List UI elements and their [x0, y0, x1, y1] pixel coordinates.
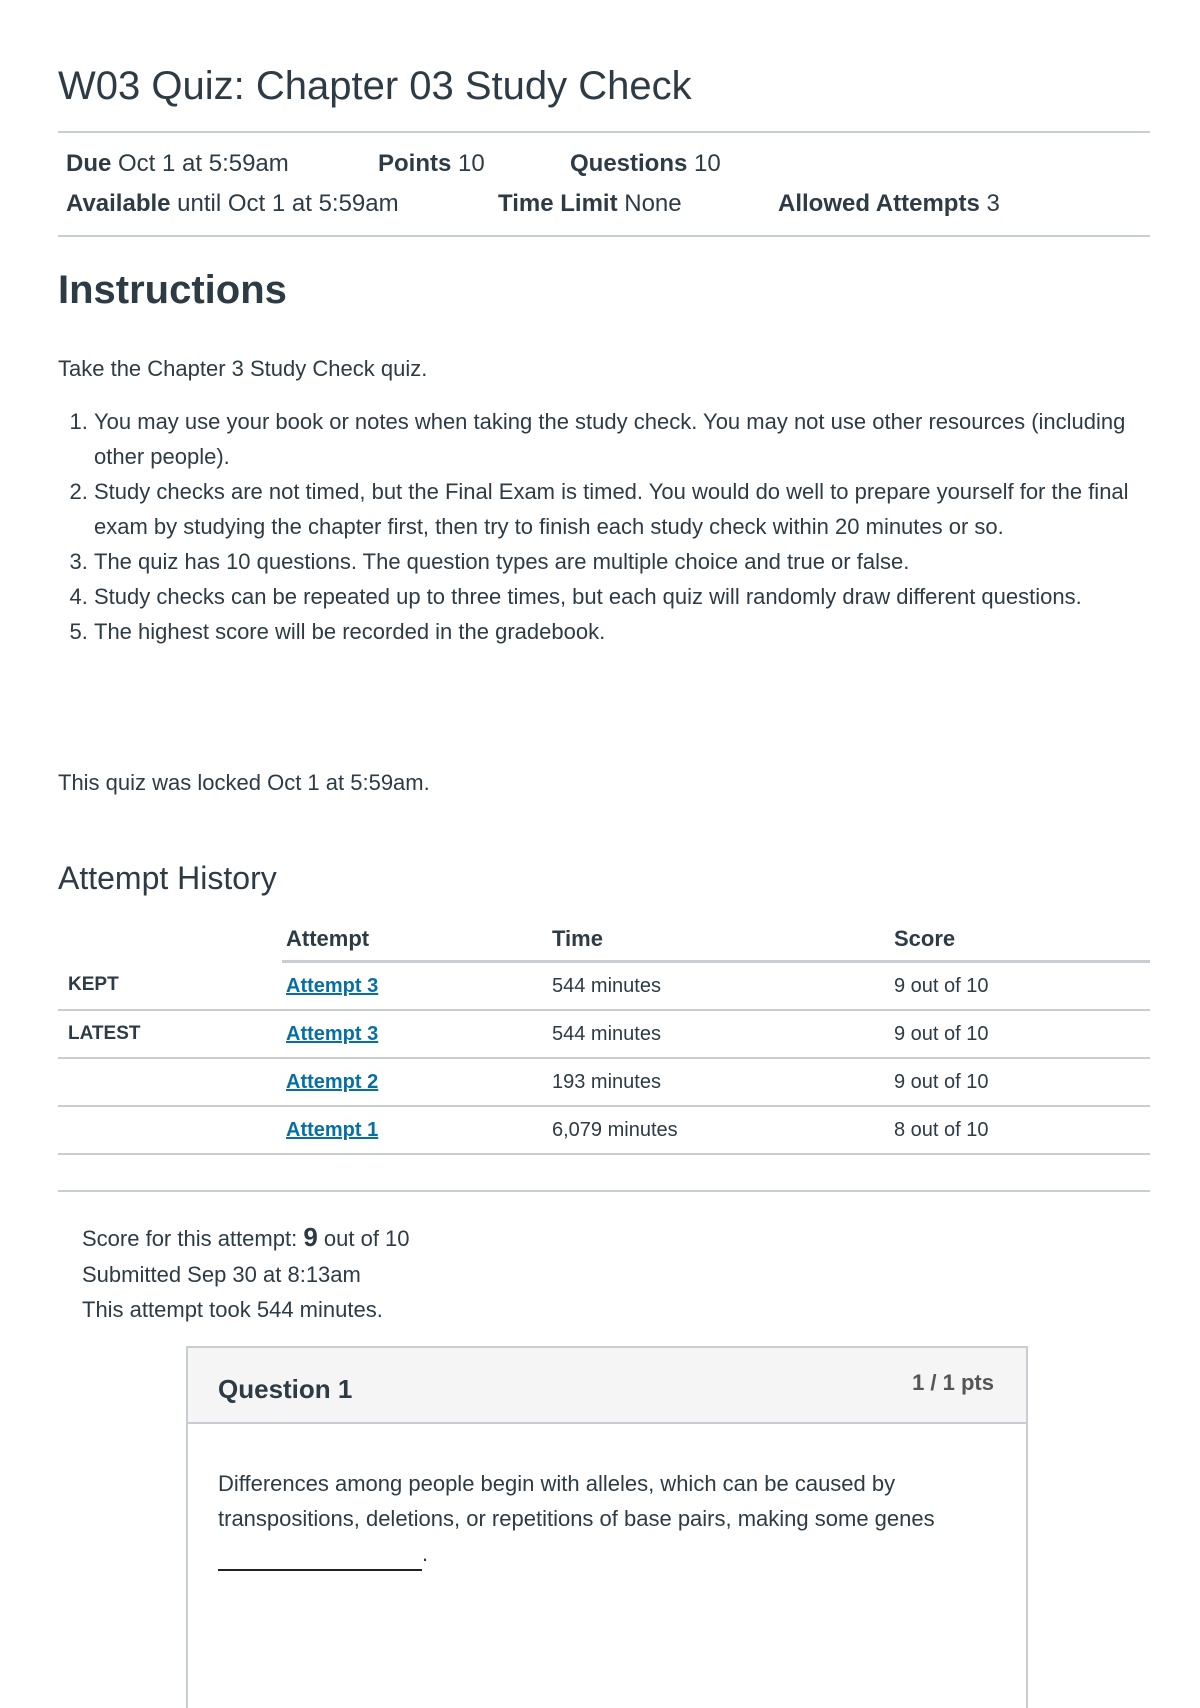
attempt-score	[82, 1222, 410, 1253]
question-trailing: .	[422, 1541, 429, 1566]
available-value: until Oct 1 at 5:59am	[177, 190, 399, 217]
instruction-item: 2. Study checks are not timed, but the Final Exam is timed. You would do well to prepare yourself for the final exam by studying the chapter first, then try to finish each study check within 20 minutes or so.	[94, 474, 1154, 544]
questions-label: Questions	[570, 150, 688, 177]
attempt-label: LATEST	[58, 1010, 282, 1058]
attempt-duration: This attempt took 544 minutes.	[82, 1297, 383, 1322]
score-value: 9	[303, 1222, 318, 1252]
attempt-label: KEPT	[58, 962, 282, 1011]
attempt-link[interactable]: Attempt 3	[286, 974, 379, 997]
attempt-link[interactable]: Attempt 2	[286, 1070, 379, 1093]
time-limit-value: None	[624, 190, 682, 217]
attempt-cell	[282, 1106, 548, 1154]
instructions-heading: Instructions	[58, 268, 287, 312]
questions-value: 10	[694, 150, 721, 177]
attempt-cell	[282, 962, 548, 1011]
score-cell: 8 out of 10	[890, 1106, 1150, 1154]
divider	[58, 235, 1150, 237]
instructions-intro: Take the Chapter 3 Study Check quiz.	[58, 356, 428, 381]
column-header-label	[58, 918, 282, 962]
time-cell: 544 minutes	[548, 962, 890, 1011]
question-body: Differences among people begin with alleles, which can be caused by transpositions, deletions, or repetitions of base pairs, making some genes	[218, 1471, 935, 1531]
attempt-link[interactable]: Attempt 3	[286, 1022, 379, 1045]
submitted-time: Submitted Sep 30 at 8:13am	[82, 1262, 361, 1287]
time-limit-label: Time Limit	[498, 190, 618, 217]
question-points: 1 / 1 pts	[912, 1370, 994, 1395]
time-limit-info	[498, 190, 682, 218]
page-title: W03 Quiz: Chapter 03 Study Check	[58, 64, 692, 108]
points-value: 10	[458, 150, 485, 177]
score-cell: 9 out of 10	[890, 962, 1150, 1011]
column-header-time: Time	[548, 918, 890, 962]
instruction-item: 1. You may use your book or notes when taking the study check. You may not use other resources (including other people).	[94, 404, 1154, 474]
due-info	[66, 150, 289, 178]
score-suffix: out of 10	[317, 1226, 410, 1251]
score-prefix: Score for this attempt:	[82, 1226, 304, 1251]
table-row	[58, 1058, 1150, 1106]
due-label: Due	[66, 150, 112, 177]
table-row	[58, 962, 1150, 1011]
locked-note: This quiz was locked Oct 1 at 5:59am.	[58, 770, 430, 795]
points-info	[378, 150, 485, 178]
allowed-attempts-value: 3	[986, 190, 1000, 217]
instructions-list	[58, 404, 1154, 649]
attempt-label	[58, 1106, 282, 1154]
question-card	[186, 1346, 1028, 1708]
instruction-item: 3. The quiz has 10 questions. The question types are multiple choice and true or false.	[94, 544, 1154, 579]
table-row	[58, 1106, 1150, 1154]
attempt-link[interactable]: Attempt 1	[286, 1118, 379, 1141]
table-row	[58, 1010, 1150, 1058]
score-cell: 9 out of 10	[890, 1010, 1150, 1058]
time-cell: 193 minutes	[548, 1058, 890, 1106]
table-header-row	[58, 918, 1150, 962]
attempt-cell	[282, 1010, 548, 1058]
due-value: Oct 1 at 5:59am	[118, 150, 289, 177]
attempt-history-table	[58, 918, 1150, 1155]
allowed-attempts-label: Allowed Attempts	[778, 190, 980, 217]
question-text	[218, 1466, 998, 1571]
allowed-attempts-info	[778, 190, 1000, 218]
question-title: Question 1	[218, 1374, 353, 1404]
attempt-label	[58, 1058, 282, 1106]
question-header	[188, 1348, 1026, 1424]
attempt-history-heading: Attempt History	[58, 860, 277, 896]
instruction-item: 5. The highest score will be recorded in the gradebook.	[94, 614, 1154, 649]
instruction-item: 4. Study checks can be repeated up to three times, but each quiz will randomly draw different questions.	[94, 579, 1154, 614]
column-header-attempt: Attempt	[282, 918, 548, 962]
divider	[58, 131, 1150, 133]
divider	[58, 1190, 1150, 1192]
questions-info	[570, 150, 721, 178]
attempt-cell	[282, 1058, 548, 1106]
time-cell: 544 minutes	[548, 1010, 890, 1058]
score-cell: 9 out of 10	[890, 1058, 1150, 1106]
column-header-score: Score	[890, 918, 1150, 962]
available-label: Available	[66, 190, 171, 217]
answer-blank	[218, 1547, 422, 1571]
time-cell: 6,079 minutes	[548, 1106, 890, 1154]
points-label: Points	[378, 150, 452, 177]
available-info	[66, 190, 399, 218]
